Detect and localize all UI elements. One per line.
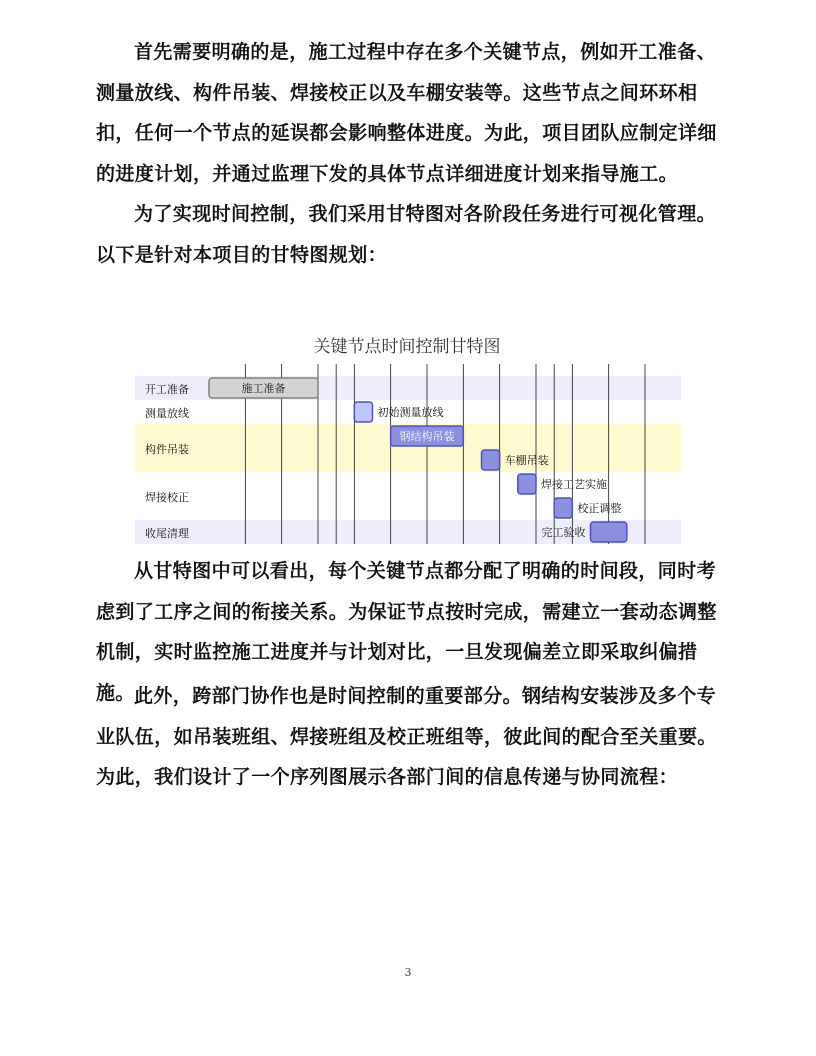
section-label: 构件吊装 <box>145 443 189 456</box>
chart-title: 关键节点时间控制甘特图 <box>313 337 501 357</box>
page-number: 3 <box>404 966 412 979</box>
gantt-bar <box>591 522 627 542</box>
section-label: 测量放线 <box>145 407 189 420</box>
paragraph-intro: 首先需要明确的是，施工过程中存在多个关键节点，例如开工准备、测量放线、构件吊装、焊接校正以及车棚安装等。这些节点之间环环相扣，任何一个节点的延误都会影响整体进度。为此，项目团队应制定详细的进度计划，并通过监理下发的具体节点详细进度计划来指导施工。 <box>96 41 717 185</box>
paragraph-collaboration: 此外，跨部门协作也是时间控制的重要部分。钢结构安装涉及多个专业队伍，如吊装班组、焊接班组及校正班组等，彼此间的配合至关重要。为此，我们设计了一个序列图展示各部门间的信息传递与协同流程： <box>96 685 717 788</box>
gantt-task-label: 车棚吊装 <box>504 454 549 467</box>
gantt-bar <box>482 450 500 470</box>
section-label: 开工准备 <box>145 383 189 396</box>
gantt-bar <box>554 498 572 518</box>
gantt-bar <box>354 402 372 422</box>
gantt-task-label: 焊接工艺实施 <box>541 478 607 491</box>
section-label: 收尾清理 <box>145 527 189 540</box>
gantt-bar <box>518 474 536 494</box>
paragraph-gantt-analysis: 从甘特图中可以看出，每个关键节点都分配了明确的时间段，同时考虑到了工序之间的衔接关系。为保证节点按时完成，需建立一套动态调整机制，实时监控施工进度并与计划对比，一旦发现偏差立即采取纠偏措施。 <box>96 560 717 704</box>
gantt-task-label: 校正调整 <box>577 502 622 515</box>
paragraph-gantt-intro: 为了实现时间控制，我们采用甘特图对各阶段任务进行可视化管理。以下是针对本项目的甘特图规划： <box>96 203 717 266</box>
gantt-chart <box>120 326 696 548</box>
section-label: 焊接校正 <box>145 491 189 504</box>
gantt-task-label: 施工准备 <box>241 382 286 395</box>
gantt-task-label: 钢结构吊装 <box>399 430 455 443</box>
gantt-task-label: 初始测量放线 <box>377 406 444 419</box>
gantt-task-label: 完工验收 <box>541 526 586 539</box>
